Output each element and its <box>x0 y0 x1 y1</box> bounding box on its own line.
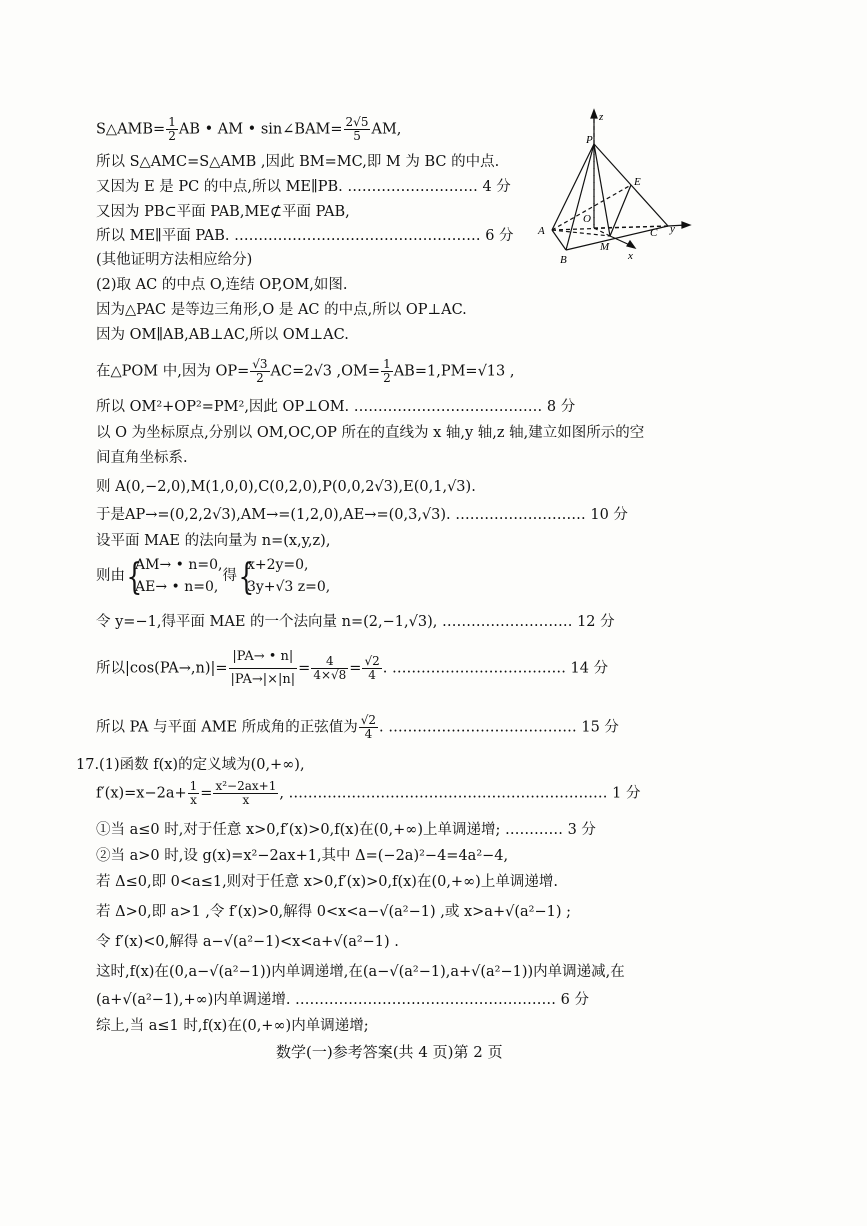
text-line: 因为 OM∥AB,AB⊥AC,所以 OM⊥AC. <box>96 327 349 343</box>
page-footer: 数学(一)参考答案(共 4 页)第 2 页 <box>276 1043 503 1061</box>
text-line: 于是AP→=(0,2,2√3),AM→=(1,2,0),AE→=(0,3,√3). ……………………… 10 分 <box>96 507 628 523</box>
fraction: $\frac{4}{4\times√8}$ <box>313 654 347 682</box>
text-line: (其他证明方法相应给分) <box>96 252 253 268</box>
text-line: (a+√(a²−1),+∞)内单调递增. ……………………………………………… 6 分 <box>96 992 589 1008</box>
fraction: $\frac{2√5}{5}$ <box>345 115 369 143</box>
text-line: 令 f′(x)<0,解得 a−√(a²−1)<x<a+√(a²−1) . <box>96 934 399 950</box>
label-x: x <box>628 250 633 262</box>
text-line: 因为△PAC 是等边三角形,O 是 AC 的中点,所以 OP⊥AC. <box>96 302 467 318</box>
text-line: 令 y=−1,得平面 MAE 的一个法向量 n=(2,−1,√3), ……………………… 12 分 <box>96 614 615 630</box>
question-17-heading: 17.(1)函数 f(x)的定义域为(0,+∞), <box>76 757 305 773</box>
text-line: 所以 S△AMC=S△AMB ,因此 BM=MC,即 M 为 BC 的中点. <box>96 154 500 170</box>
label-m: M <box>600 241 610 253</box>
label-c: C <box>650 227 658 239</box>
label-z: z <box>599 111 604 123</box>
triangle-pom-line: 在△POM 中,因为 OP= $\frac{√3}{2}$ AC=2√3 ,OM= $\frac{1}{2}$ AB=1,PM=√13 , <box>96 357 515 385</box>
fraction: $\frac{|PA\to • n|}{|PA\to|\times|n|}$ <box>229 646 298 691</box>
fraction: $\frac{√2}{4}$ <box>360 713 377 741</box>
segment-am <box>552 230 610 236</box>
text-line: (2)取 AC 的中点 O,连结 OP,OM,如图. <box>96 277 348 293</box>
edge-pm <box>594 144 610 236</box>
z-axis-arrow <box>591 110 597 118</box>
text-line: 设平面 MAE 的法向量为 n=(x,y,z), <box>96 533 331 549</box>
pyramid-figure <box>536 108 696 268</box>
fraction: $\frac{1}{2}$ <box>383 357 391 385</box>
text-line: 这时,f(x)在(0,a−√(a²−1))内单调递增,在(a−√(a²−1),a+√(a²−1))内单调递减,在 <box>96 964 625 980</box>
text-line: ①当 a≤0 时,对于任意 x>0,f′(x)>0,f(x)在(0,+∞)上单调递增; ………… 3 分 <box>96 822 596 838</box>
text-line: 若 Δ≤0,即 0<a≤1,则对于任意 x>0,f′(x)>0,f(x)在(0,+∞)上单调递增. <box>96 874 558 890</box>
text-line: 又因为 PB⊂平面 PAB,ME⊄平面 PAB, <box>96 204 350 220</box>
fraction: $\frac{1}{2}$ <box>168 115 176 143</box>
derivative-line: f′(x)=x−2a+ $\frac{1}{x}$ = $\frac{\text{x²−2ax+1}}{x}$ , ………………………………………………………… 1 分 <box>96 779 641 807</box>
edge-ab <box>552 230 566 250</box>
label-y: y <box>670 223 675 235</box>
text-line: ②当 a>0 时,设 g(x)=x²−2ax+1,其中 Δ=(−2a)²−4=4a²−4, <box>96 848 509 864</box>
equation-system: { AM→ • n=0, AE→ • n=0, <box>125 554 222 598</box>
fraction: $\frac{1}{x}$ <box>189 779 198 807</box>
label-e: E <box>634 176 641 188</box>
x-axis-arrow <box>627 241 635 248</box>
y-axis-arrow <box>682 222 690 228</box>
equation-system-line: 则由 { AM→ • n=0, AE→ • n=0, 得 { x+2y=0, 3y+√3 z=0, <box>96 554 330 598</box>
text-line: 综上,当 a≤1 时,f(x)在(0,+∞)内单调递增; <box>96 1018 369 1034</box>
text-line: 以 O 为坐标原点,分别以 OM,OC,OP 所在的直线为 x 轴,y 轴,z 轴,建立如图所示的空 <box>96 425 645 441</box>
equation-system: { x+2y=0, 3y+√3 z=0, <box>237 554 330 598</box>
segment-me <box>610 185 631 236</box>
segment-ae <box>552 185 631 230</box>
text-line: 所以 OM²+OP²=PM²,因此 OP⊥OM. ………………………………… 8 分 <box>96 399 576 415</box>
text-line: 间直角坐标系. <box>96 450 188 466</box>
fraction: $\frac{\text{x²−2ax+1}}{x}$ <box>215 779 277 807</box>
label-b: B <box>560 254 567 266</box>
label-p: P <box>586 134 593 146</box>
fraction: $\frac{√2}{4}$ <box>364 654 380 682</box>
label-o: O <box>583 213 591 225</box>
text-line: 所以 ME∥平面 PAB. …………………………………………… 6 分 <box>96 228 514 244</box>
cosine-line: 所以|cos(PA→,n)|= $\frac{|PA\to • n|}{|PA\to|\times|n|}$ = $\frac{4}{4\times√8}$ = $\frac{√2}{4}$ . ……………………………… 14 分 <box>96 646 608 691</box>
text-line: 则 A(0,−2,0),M(1,0,0),C(0,2,0),P(0,0,2√3),E(0,1,√3). <box>96 479 476 495</box>
text-line: 又因为 E 是 PC 的中点,所以 ME∥PB. ……………………… 4 分 <box>96 179 511 195</box>
fraction: $\frac{√3}{2}$ <box>252 357 268 385</box>
area-formula-line: S△AMB= $\frac{1}{2}$ AB • AM • sin∠BAM= $\frac{2√5}{5}$ AM, <box>96 115 402 143</box>
text-line: 若 Δ>0,即 a>1 ,令 f′(x)>0,解得 0<x<a−√(a²−1) ,或 x>a+√(a²−1) ; <box>96 904 571 920</box>
sine-result-line: 所以 PA 与平面 AME 所成角的正弦值为 $\frac{√2}{4}$ . ………………………………… 15 分 <box>96 713 619 741</box>
label-a: A <box>538 225 545 237</box>
